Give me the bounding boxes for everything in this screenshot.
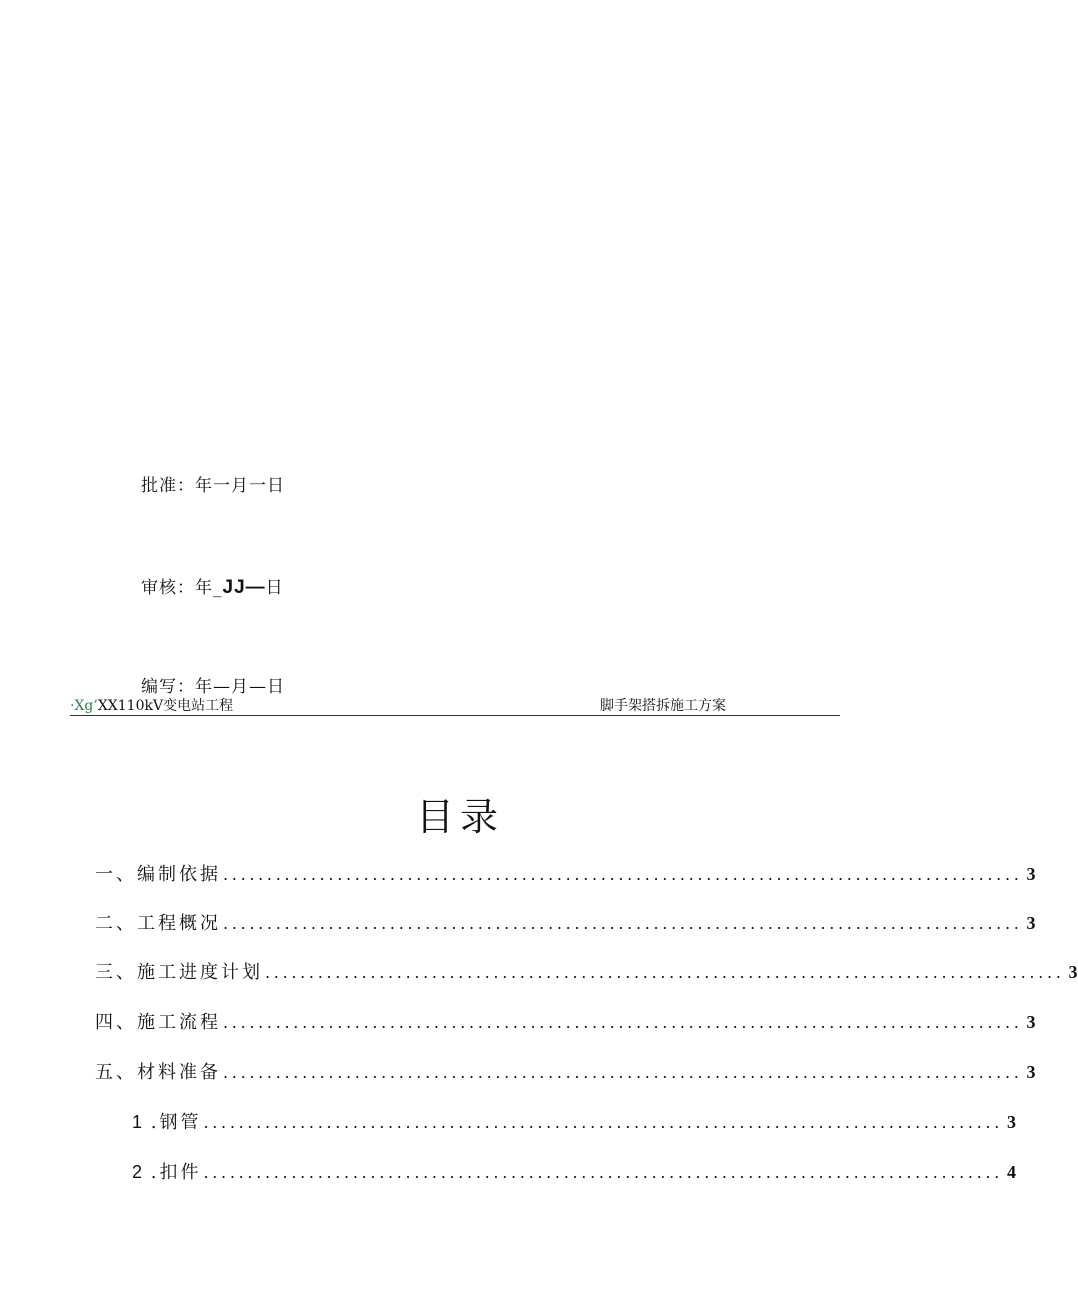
toc-subentry-label: [132, 1158, 201, 1184]
toc-entry-page: 4: [1007, 1162, 1017, 1182]
project-name: [70, 695, 233, 715]
toc-entry-page: 3: [1026, 1062, 1036, 1082]
toc-entry[interactable]: [95, 1008, 1036, 1034]
toc-leader-dots: ...........................................................................................: [203, 1113, 1004, 1132]
toc-entry-page: 3: [1068, 962, 1078, 982]
review-signature-line: [141, 573, 284, 599]
review-signature-prefix: 审核：年_: [141, 578, 223, 598]
toc-subentry-label: [132, 1108, 201, 1134]
toc-leader-dots: ...........................................................................................: [223, 914, 1023, 933]
toc-subentry[interactable]: [132, 1108, 1017, 1134]
toc-entry-page: 3: [1007, 1112, 1017, 1132]
writer-signature-line: 编写：年—月—日: [141, 677, 285, 697]
review-signature-suffix: 日: [265, 578, 284, 598]
header-prefix: ·Xg’: [70, 698, 98, 714]
toc-entry-label: 二、工程概况: [95, 913, 221, 934]
running-header: [70, 695, 840, 716]
toc-subentry-number: 2: [132, 1162, 143, 1182]
review-signature-mark: JJ—: [222, 577, 266, 598]
toc-entry-label: 五、材料准备: [95, 1062, 221, 1083]
toc-leader-dots: ...........................................................................................: [203, 1163, 1004, 1182]
toc-leader-dots: ...........................................................................................: [223, 1013, 1023, 1032]
header-project-title: XX110kV变电站工程: [97, 698, 234, 714]
toc-entry[interactable]: [95, 1058, 1036, 1084]
toc-entry-page: 3: [1026, 864, 1036, 884]
toc-title: 目录: [415, 795, 504, 839]
toc-entry[interactable]: [95, 860, 1036, 886]
toc-leader-dots: ...........................................................................................: [265, 963, 1065, 982]
toc-entry-page: 3: [1026, 913, 1036, 933]
toc-subentry[interactable]: [132, 1158, 1017, 1184]
toc-subentry-text: .钢管: [150, 1112, 202, 1133]
toc-entry-label: 一、编制依据: [95, 864, 221, 885]
approval-signature-line: 批准：年一月一日: [141, 476, 285, 496]
toc-leader-dots: ...........................................................................................: [223, 865, 1023, 884]
toc-entry[interactable]: [95, 909, 1036, 935]
toc-subentry-text: .扣件: [150, 1162, 202, 1183]
toc-leader-dots: ...........................................................................................: [223, 1063, 1023, 1082]
toc-entry[interactable]: [95, 958, 1078, 984]
toc-entry-label: 三、施工进度计划: [95, 962, 263, 983]
toc-entry-label: 四、施工流程: [95, 1012, 221, 1033]
toc-subentry-number: 1: [132, 1112, 143, 1132]
toc-entry-page: 3: [1026, 1012, 1036, 1032]
document-name: 脚手架搭拆施工方案: [600, 698, 726, 714]
